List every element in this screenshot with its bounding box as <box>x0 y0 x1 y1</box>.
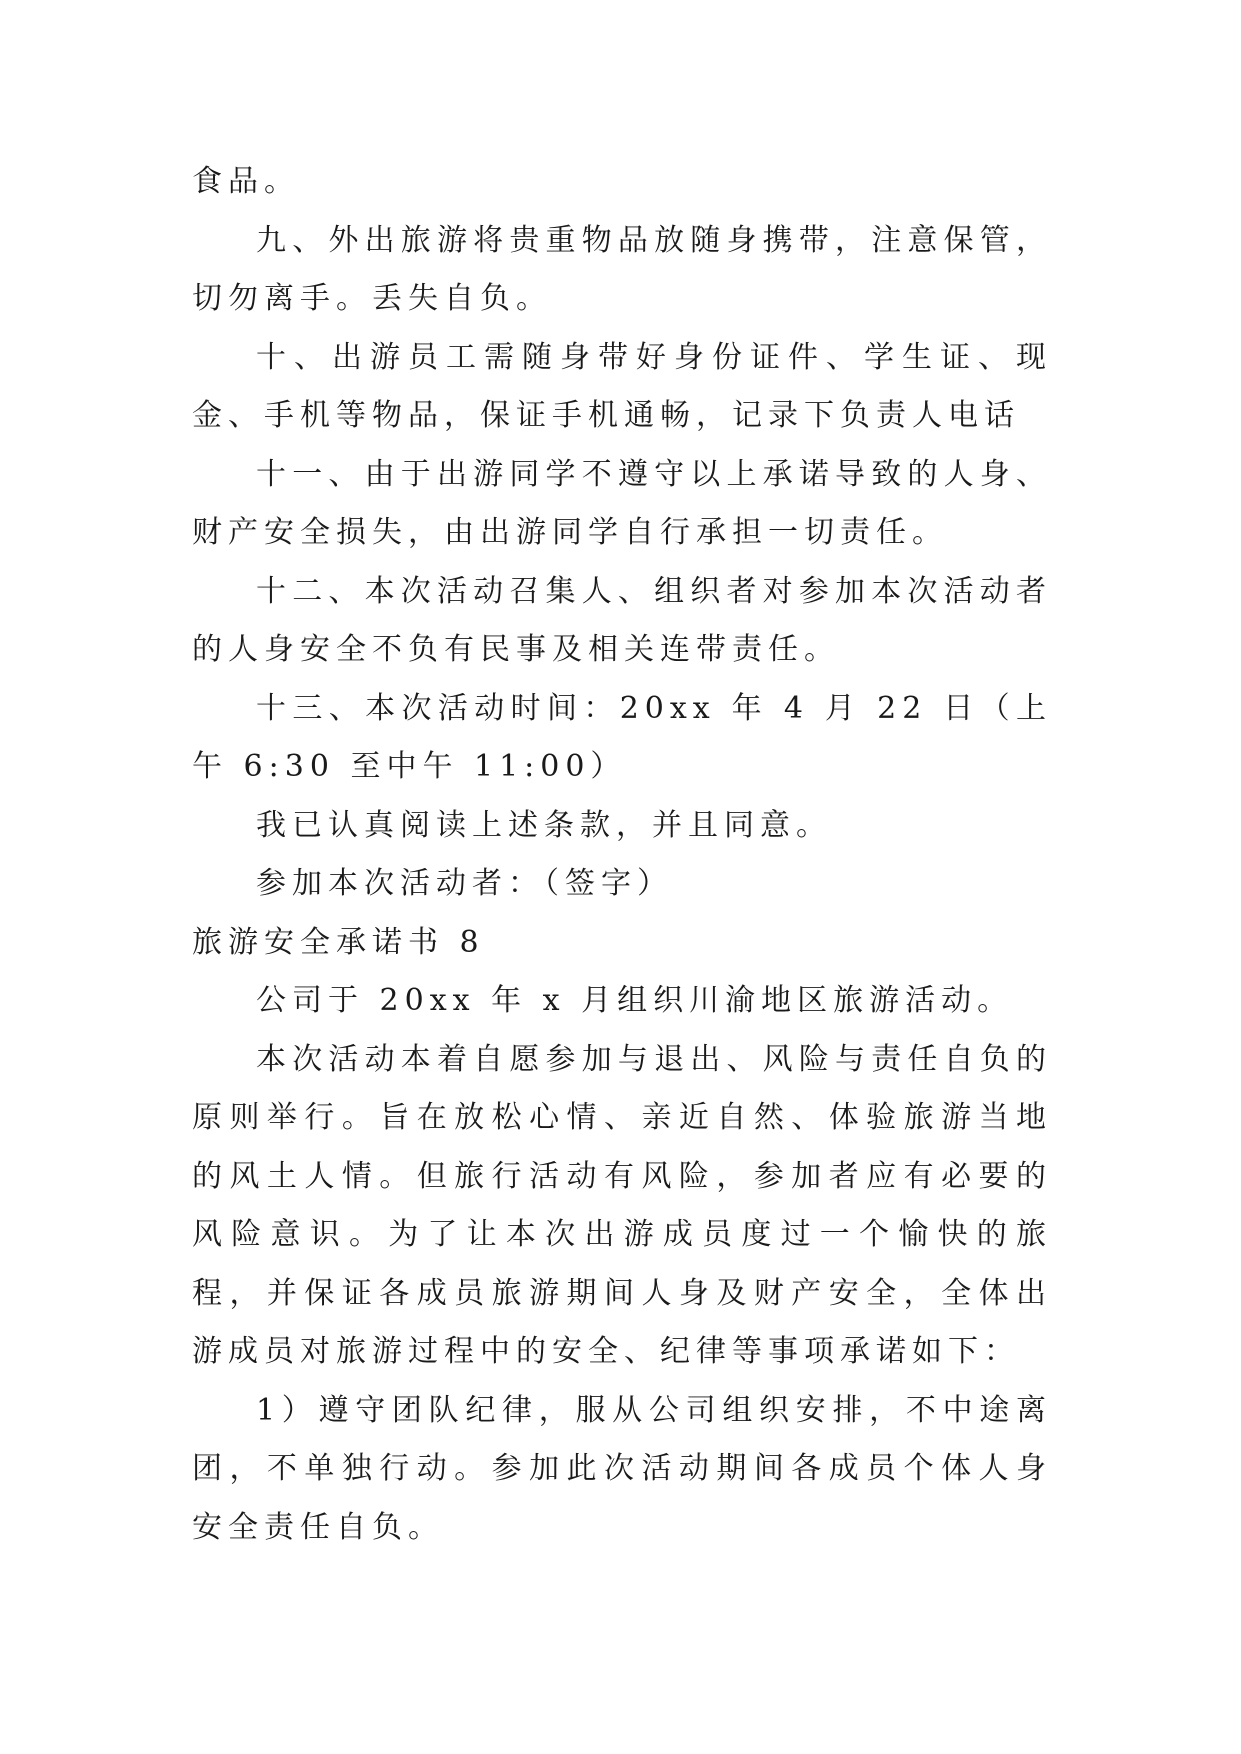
section-title: 旅游安全承诺书 8 <box>192 924 485 960</box>
paragraph-item-13: 十三、本次活动时间：20xx 年 4 月 22 日（上午 6:30 至中午 11:00） <box>192 690 1052 784</box>
paragraph-item-11: 十一、由于出游同学不遵守以上承诺导致的人身、财产安全损失，由出游同学自行承担一切责任。 <box>192 456 1052 550</box>
commitment-item-1: 1）遵守团队纪律，服从公司组织安排，不中途离团，不单独行动。参加此次活动期间各成员个体人身安全责任自负。 <box>192 1392 1052 1545</box>
paragraph-item-9: 九、外出旅游将贵重物品放随身携带，注意保管，切勿离手。丢失自负。 <box>192 222 1052 316</box>
intro-paragraph: 公司于 20xx 年 x 月组织川渝地区旅游活动。 <box>256 983 1014 1018</box>
paragraph-item-12: 十二、本次活动召集人、组织者对参加本次活动者的人身安全不负有民事及相关连带责任。 <box>192 573 1052 667</box>
agreement-statement: 我已认真阅读上述条款，并且同意。 <box>256 807 832 843</box>
signature-line: 参加本次活动者：（签字） <box>256 866 673 901</box>
paragraph-item-10: 十、出游员工需随身带好身份证件、学生证、现金、手机等物品，保证手机通畅，记录下负责人电话 <box>192 339 1052 433</box>
principle-paragraph: 本次活动本着自愿参加与退出、风险与责任自负的原则举行。旨在放松心情、亲近自然、体验旅游当地的风土人情。但旅行活动有风险，参加者应有必要的风险意识。为了让本次出游成员度过一个愉快的旅程，并保证各成员旅游期间人身及财产安全，全体出游成员对旅游过程中的安全、纪律等事项承诺如下： <box>192 1041 1052 1369</box>
paragraph-continuation: 食品。 <box>192 164 300 199</box>
document-body <box>192 153 1052 1557</box>
